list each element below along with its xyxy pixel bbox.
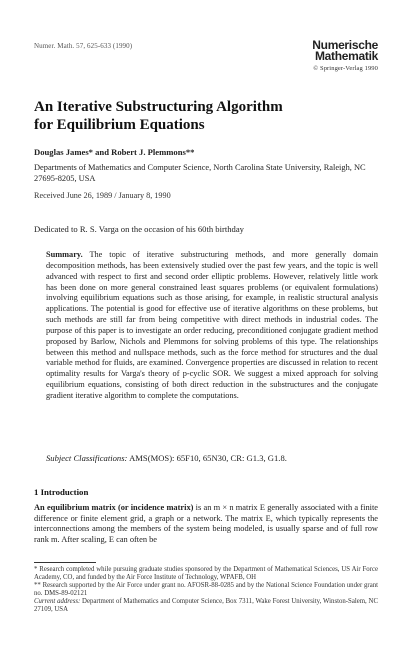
footnote-divider [34, 562, 96, 563]
journal-name [292, 40, 378, 62]
classification-label: Subject Classifications: [46, 453, 128, 463]
footnote-1 [34, 566, 378, 582]
journal-name-line1: Numerische [312, 38, 378, 52]
footnote-3 [34, 598, 378, 614]
paper-affiliation: Departments of Mathematics and Computer Science, North Carolina State University, Raleigh, NC 27695-8205, USA [34, 163, 366, 183]
abstract-summary [46, 250, 378, 402]
summary-label: Summary. [46, 250, 83, 259]
footnote-1-mark: * [34, 566, 40, 573]
journal-logo [292, 40, 378, 72]
section-heading-introduction: 1 Introduction [34, 487, 89, 497]
intro-defined-term: An equilibrium matrix (or incidence matrix) [34, 503, 194, 512]
received-dates: Received June 26, 1989 / January 8, 1990 [34, 191, 171, 200]
paper-title [34, 98, 374, 134]
footnote-2 [34, 582, 378, 598]
footnote-2-text: Research supported by the Air Force under grant no. AFOSR-88-0285 and by the National Science Foundation under grant no. DMS-89-02121 [34, 582, 379, 598]
paper-title-line1: An Iterative Substructuring Algorithm [34, 99, 283, 115]
footnotes [34, 566, 378, 615]
footnote-3-label: Current address: [34, 598, 81, 606]
paper-title-line2: for Equilibrium Equations [34, 117, 205, 133]
classification-value: AMS(MOS): 65F10, 65N30, CR: G1.3, G1.8. [127, 453, 287, 463]
dedication: Dedicated to R. S. Varga on the occasion of his 60th birthday [34, 224, 244, 234]
paper-authors: Douglas James* and Robert J. Plemmons** [34, 147, 195, 157]
summary-text: The topic of iterative substructuring methods, and more generally domain decomposition methods, has been extensively studied over the past few years, and the topic is well advanced with respect to first and second order elliptic problems. However, relatively little work has been done on more general constrained least squares problems (or equivalent formulations) involving equilibrium equations such as those arising, for example, in realistic structural analysis applications. The potential is good for effective use of iterative algorithms on these problems, but such methods are still far from being competitive with direct methods in industrial codes. The purpose of this paper is to investigate an order reducing, preconditioned conjugate gradient method proposed by Barlow, Nichols and Plemmons for solving problems of this type. The relationships between this method and nullspace methods, such as the force method for structures and the dual variable method for fluids, are examined. Convergence properties are discussed in relation to recent optimality results for Varga's theory of p-cyclic SOR. We suggest a mixed approach for solving equilibrium equations, consisting of both direct reduction in the substructures and the conjugate gradient iterative algorithm to complete the computations. [46, 250, 378, 400]
footnote-3-text: Department of Mathematics and Computer Science, Box 7311, Wake Forest University, Winston-Salem, NC 27109, USA [34, 598, 378, 614]
journal-citation: Numer. Math. 57, 625-633 (1990) [34, 42, 133, 50]
journal-name-line2: Mathematik [314, 49, 378, 63]
publisher-copyright: © Springer-Verlag 1990 [313, 65, 378, 72]
introduction-paragraph [34, 503, 378, 545]
footnote-2-mark: ** [34, 582, 43, 590]
footnote-1-text: Research completed while pursuing graduate studies sponsored by the Department of Mathematical Sciences, US Air Force Academy, CO, and funded by the Air Force Institute of Technology, WPAFB, OH [34, 566, 378, 582]
subject-classification [46, 453, 287, 463]
intro-text: is an m × n matrix E generally associated with a finite difference or finite element grid, a graph or a network. The matrix E, which typically represents the interconnections among the members of the system being modeled, is usually sparse and of full row rank m. After scaling, E can often be [34, 503, 378, 544]
